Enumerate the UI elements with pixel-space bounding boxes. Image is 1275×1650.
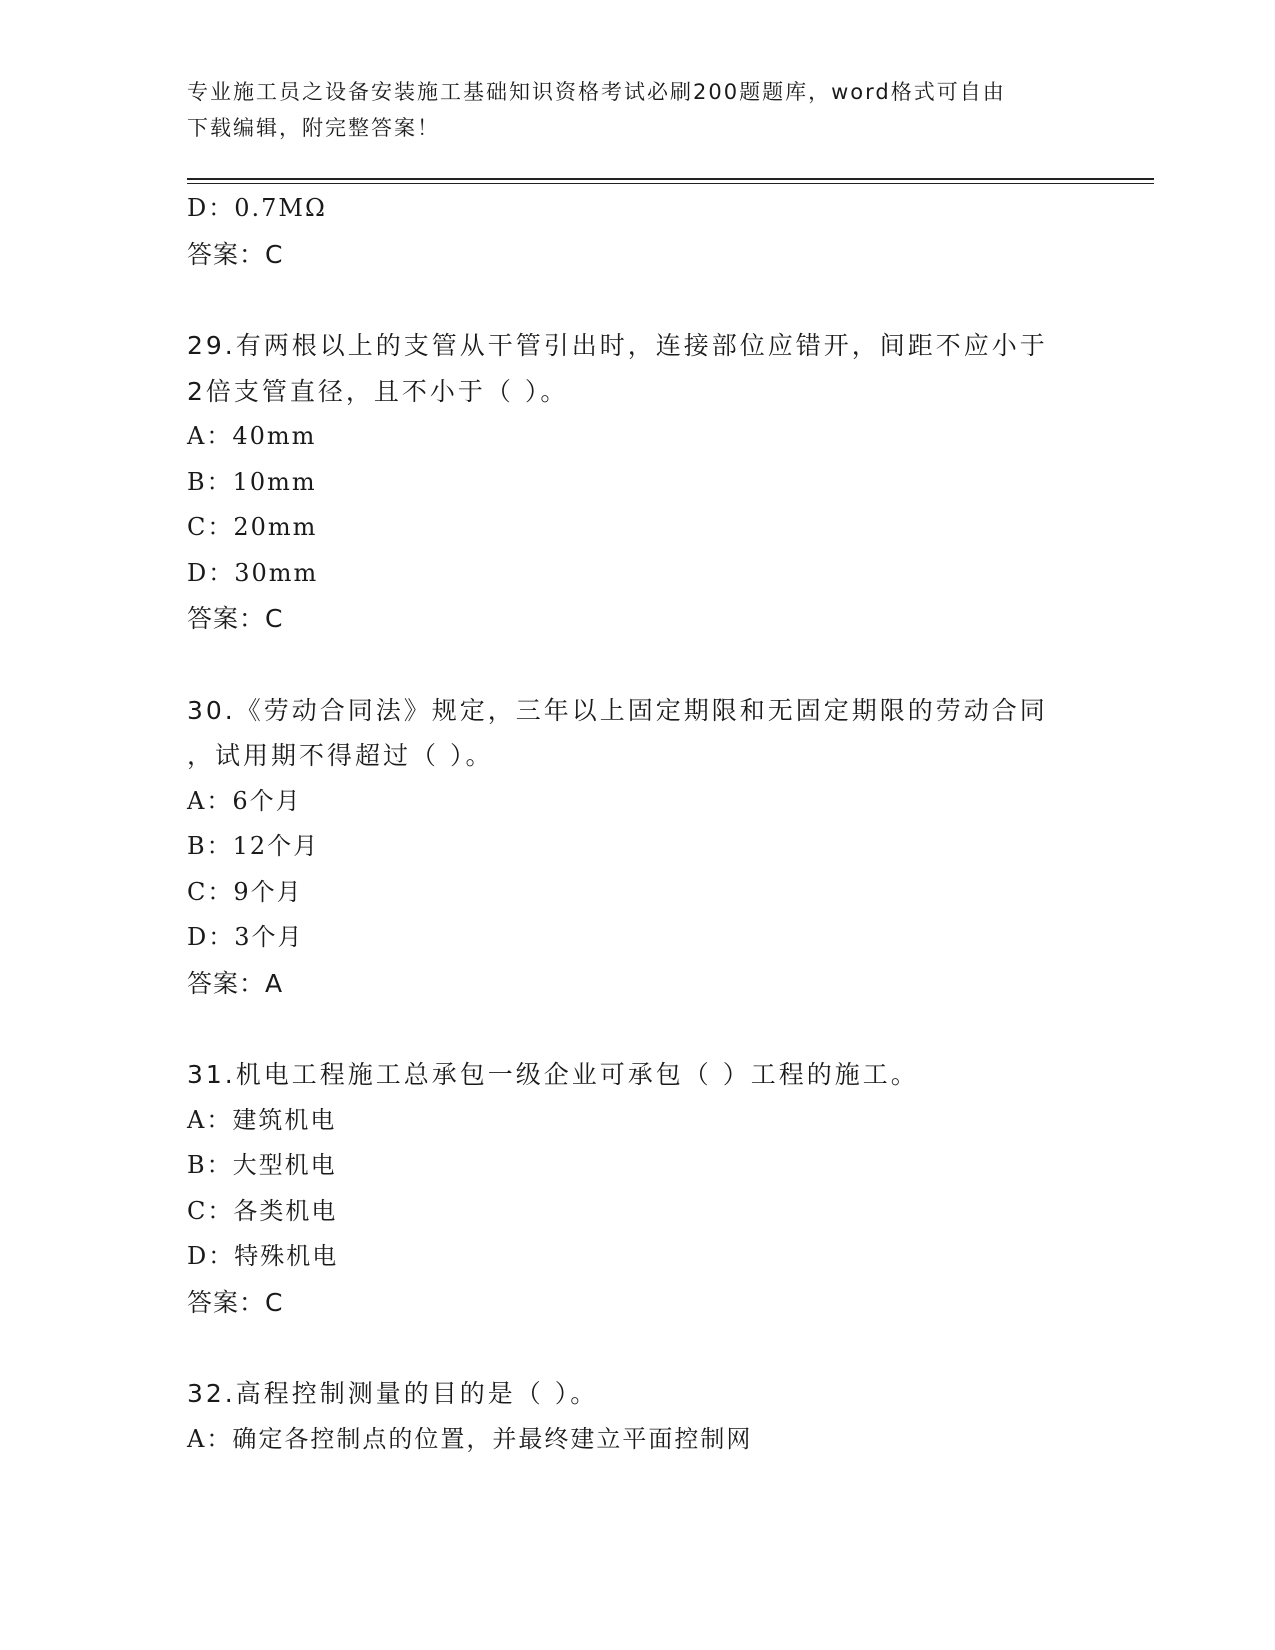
answer: 答案：C	[187, 604, 284, 633]
option-b: B：12个月	[187, 832, 320, 860]
option-c: C：20mm	[187, 513, 318, 541]
header-line-2: 下载编辑，附完整答案！	[187, 116, 440, 140]
question-text-line-1: 30.《劳动合同法》规定，三年以上固定期限和无固定期限的劳动合同	[187, 695, 1048, 725]
option-d: D：3个月	[187, 923, 304, 951]
option-a: A：建筑机电	[187, 1105, 337, 1134]
option-a: A：确定各控制点的位置，并最终建立平面控制网	[187, 1424, 753, 1453]
prev-answer: 答案：C	[187, 239, 284, 269]
answer: 答案：A	[187, 968, 284, 998]
option-c: C：9个月	[187, 877, 303, 906]
question-29	[187, 323, 1087, 642]
header-rule-thin	[187, 183, 1154, 184]
question-30	[187, 688, 1087, 1007]
answer: 答案：C	[187, 1287, 284, 1317]
option-c: C：各类机电	[187, 1196, 338, 1225]
question-text-line-1: 31.机电工程施工总承包一级企业可承包（ ）工程的施工。	[187, 1060, 919, 1089]
header-rule-thick	[187, 178, 1154, 180]
option-b: B：10mm	[187, 467, 317, 496]
document-body	[187, 186, 1087, 1462]
option-b: B：大型机电	[187, 1151, 337, 1179]
question-text-line-1: 29.有两根以上的支管从干管引出时，连接部位应错开，间距不应小于	[187, 331, 1048, 360]
header-line-1: 专业施工员之设备安装施工基础知识资格考试必刷200题题库，word格式可自由	[187, 80, 1006, 104]
question-text-line-1: 32.高程控制测量的目的是（ ）。	[187, 1379, 599, 1408]
option-a: A：6个月	[187, 786, 302, 815]
question-31	[187, 1052, 1087, 1325]
question-32	[187, 1371, 1087, 1462]
option-a: A：40mm	[187, 422, 317, 450]
option-d: D：特殊机电	[187, 1242, 339, 1270]
option-d: D：30mm	[187, 558, 319, 587]
question-text-line-2: 2倍支管直径，且不小于（ ）。	[187, 376, 569, 406]
prev-option-d: D：0.7MΩ	[187, 194, 327, 222]
question-text-line-2: ，试用期不得超过（ ）。	[187, 741, 494, 770]
document-header	[187, 74, 1087, 146]
